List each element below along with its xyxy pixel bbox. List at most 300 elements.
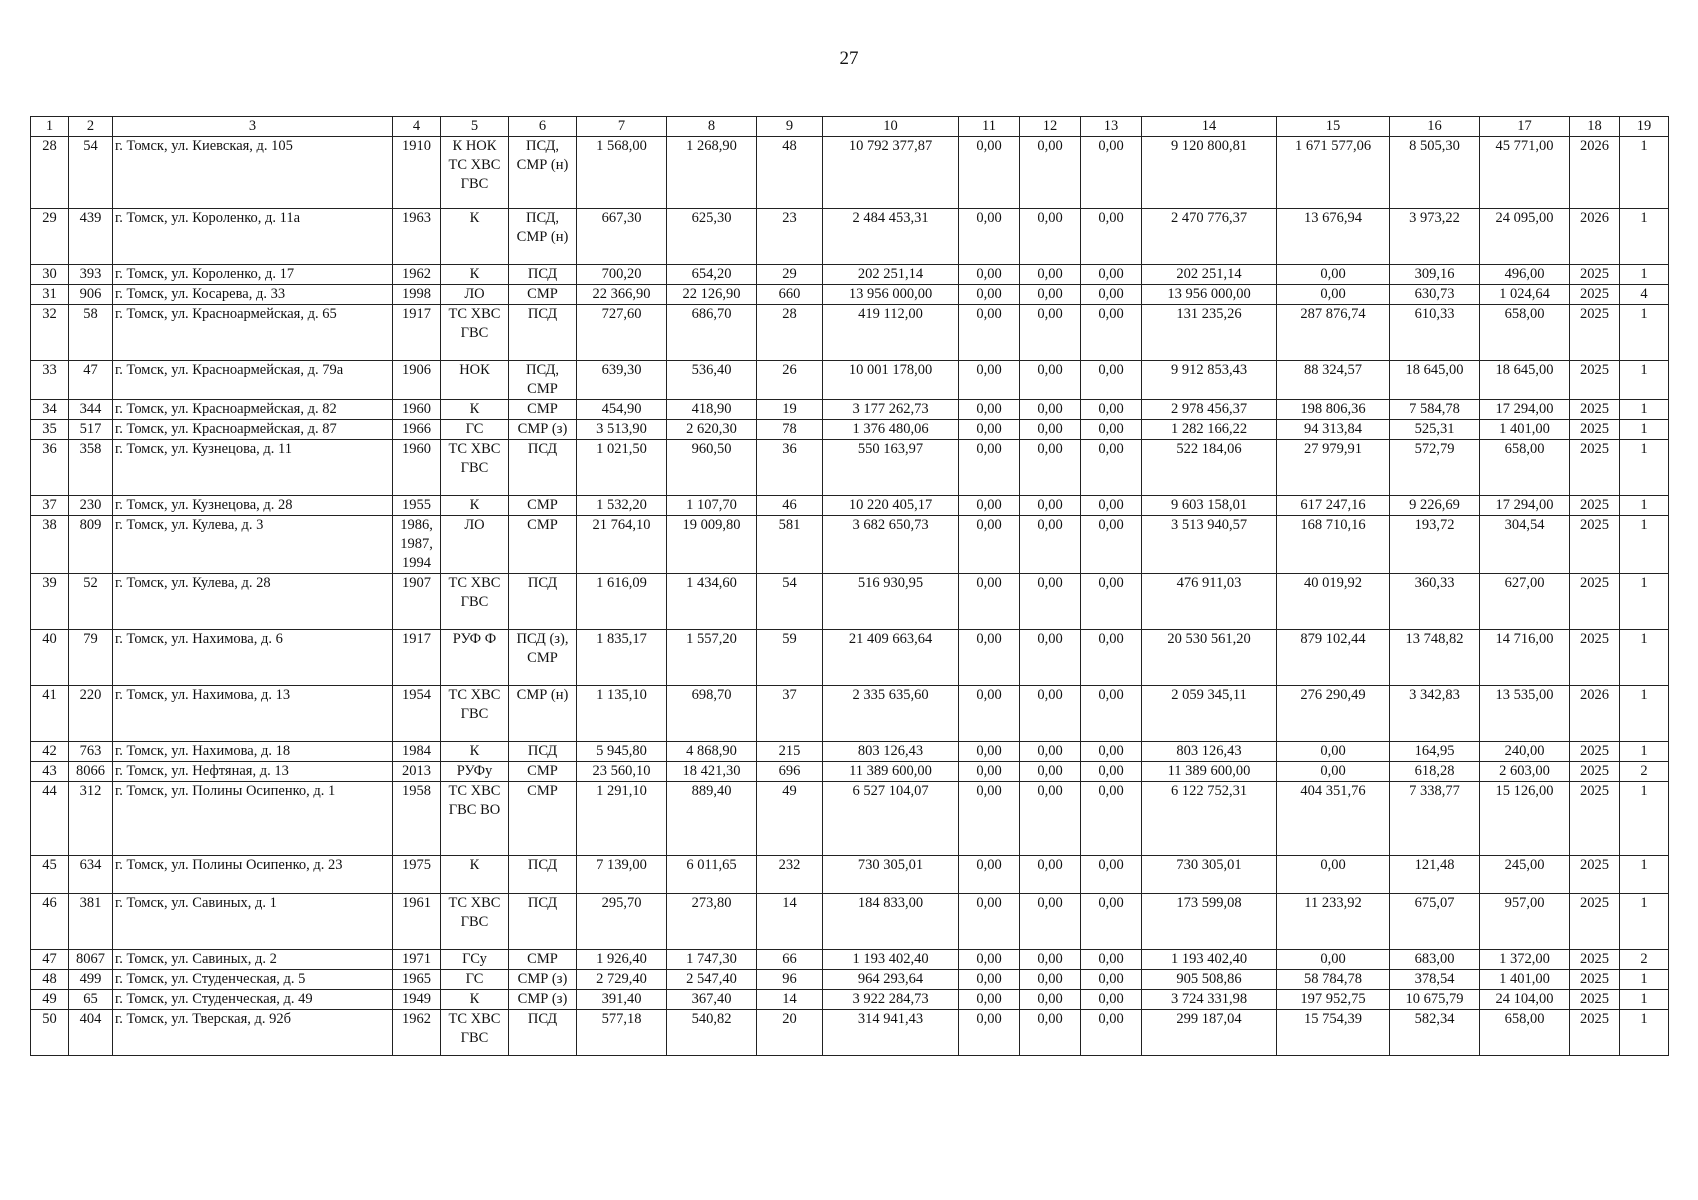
table-cell: 0,00 (1081, 440, 1142, 496)
table-cell: 660 (757, 285, 823, 305)
table-cell: 7 584,78 (1390, 400, 1480, 420)
column-header: 2 (69, 117, 113, 137)
table-cell: 1 (1620, 265, 1669, 285)
table-row (31, 440, 1669, 496)
table-row (31, 400, 1669, 420)
column-header: 3 (113, 117, 393, 137)
table-cell: 1 (1620, 742, 1669, 762)
table-cell: 232 (757, 856, 823, 894)
table-cell: 35 (31, 420, 69, 440)
table-cell: 803 126,43 (1142, 742, 1277, 762)
table-cell: 54 (69, 137, 113, 209)
table-cell: 46 (757, 496, 823, 516)
table-cell: 1998 (393, 285, 441, 305)
table-cell: 23 560,10 (577, 762, 667, 782)
table-cell: 245,00 (1480, 856, 1570, 894)
column-header: 14 (1142, 117, 1277, 137)
table-cell: 0,00 (959, 209, 1020, 265)
table-cell: ПСД (509, 856, 577, 894)
table-cell: 49 (757, 782, 823, 856)
table-row (31, 970, 1669, 990)
table-cell: 1 (1620, 209, 1669, 265)
table-cell: 730 305,01 (823, 856, 959, 894)
table-cell: 10 001 178,00 (823, 361, 959, 400)
column-header: 15 (1277, 117, 1390, 137)
table-cell: 28 (31, 137, 69, 209)
table-cell: 2 484 453,31 (823, 209, 959, 265)
table-cell: 2025 (1570, 1010, 1620, 1056)
table-cell: 2 729,40 (577, 970, 667, 990)
table-cell: СМР (509, 516, 577, 574)
table-cell: ТС ХВС ГВС (441, 686, 509, 742)
table-row (31, 285, 1669, 305)
table-cell: 1960 (393, 440, 441, 496)
table-cell: 7 338,77 (1390, 782, 1480, 856)
table-cell: 1960 (393, 400, 441, 420)
table-cell: ПСД, СМР (н) (509, 137, 577, 209)
table-cell: 215 (757, 742, 823, 762)
table-cell: 18 645,00 (1480, 361, 1570, 400)
table-cell: К НОК ТС ХВС ГВС (441, 137, 509, 209)
table-cell: 0,00 (1020, 400, 1081, 420)
table-cell: 0,00 (959, 516, 1020, 574)
table-cell: 10 220 405,17 (823, 496, 959, 516)
table-cell: 0,00 (959, 1010, 1020, 1056)
table-cell: СМР (з) (509, 970, 577, 990)
column-header: 8 (667, 117, 757, 137)
table-cell: 273,80 (667, 894, 757, 950)
table-cell: НОК (441, 361, 509, 400)
table-cell: ПСД, СМР (509, 361, 577, 400)
table-cell: 0,00 (1277, 950, 1390, 970)
table-cell: 0,00 (1081, 856, 1142, 894)
table-cell: ЛО (441, 516, 509, 574)
table-cell: 957,00 (1480, 894, 1570, 950)
table-cell: 22 126,90 (667, 285, 757, 305)
table-cell: 404 351,76 (1277, 782, 1390, 856)
table-cell: 59 (757, 630, 823, 686)
table-cell: 0,00 (1081, 400, 1142, 420)
column-header: 5 (441, 117, 509, 137)
table-cell: 404 (69, 1010, 113, 1056)
table-cell: 658,00 (1480, 305, 1570, 361)
table-cell: К (441, 265, 509, 285)
table-cell: 220 (69, 686, 113, 742)
table-cell: 27 979,91 (1277, 440, 1390, 496)
table-cell: 1 193 402,40 (1142, 950, 1277, 970)
table-cell: 44 (31, 782, 69, 856)
table-cell: 809 (69, 516, 113, 574)
table-row (31, 496, 1669, 516)
table-cell: 20 (757, 1010, 823, 1056)
table-cell: г. Томск, ул. Красноармейская, д. 82 (113, 400, 393, 420)
table-row (31, 762, 1669, 782)
table-cell: 22 366,90 (577, 285, 667, 305)
table-cell: г. Томск, ул. Кулева, д. 3 (113, 516, 393, 574)
table-cell: 0,00 (959, 856, 1020, 894)
table-cell: 94 313,84 (1277, 420, 1390, 440)
table-cell: 3 682 650,73 (823, 516, 959, 574)
table-cell: 0,00 (1081, 762, 1142, 782)
table-cell: 1 107,70 (667, 496, 757, 516)
table-cell: 6 011,65 (667, 856, 757, 894)
table-cell: 1962 (393, 1010, 441, 1056)
table-cell: 121,48 (1390, 856, 1480, 894)
table-cell: ТС ХВС ГВС (441, 440, 509, 496)
table-cell: 0,00 (1020, 209, 1081, 265)
table-cell: 52 (69, 574, 113, 630)
table-cell: 0,00 (1081, 970, 1142, 990)
table-cell: г. Томск, ул. Киевская, д. 105 (113, 137, 393, 209)
table-cell: 1 401,00 (1480, 420, 1570, 440)
table-cell: 1 135,10 (577, 686, 667, 742)
table-cell: 28 (757, 305, 823, 361)
table-cell: 391,40 (577, 990, 667, 1010)
table-cell: 618,28 (1390, 762, 1480, 782)
table-cell: 3 973,22 (1390, 209, 1480, 265)
table-cell: 65 (69, 990, 113, 1010)
table-cell: ЛО (441, 285, 509, 305)
table-row (31, 265, 1669, 285)
table-cell: 47 (31, 950, 69, 970)
table-cell: г. Томск, ул. Короленко, д. 11а (113, 209, 393, 265)
table-cell: 1949 (393, 990, 441, 1010)
table-cell: 439 (69, 209, 113, 265)
table-cell: 2 (1620, 950, 1669, 970)
table-cell: г. Томск, ул. Косарева, д. 33 (113, 285, 393, 305)
table-cell: 2 603,00 (1480, 762, 1570, 782)
table-cell: 2025 (1570, 496, 1620, 516)
table-cell: 577,18 (577, 1010, 667, 1056)
table-cell: 33 (31, 361, 69, 400)
table-cell: 683,00 (1390, 950, 1480, 970)
table-cell: 47 (69, 361, 113, 400)
table-cell: 295,70 (577, 894, 667, 950)
table-cell: 9 603 158,01 (1142, 496, 1277, 516)
table-cell: г. Томск, ул. Тверская, д. 92б (113, 1010, 393, 1056)
table-cell: 0,00 (1020, 950, 1081, 970)
table-cell: 31 (31, 285, 69, 305)
table-cell: 0,00 (1020, 970, 1081, 990)
column-header: 19 (1620, 117, 1669, 137)
table-cell: 24 095,00 (1480, 209, 1570, 265)
table-cell: ТС ХВС ГВС ВО (441, 782, 509, 856)
table-cell: 2025 (1570, 400, 1620, 420)
table-cell: 358 (69, 440, 113, 496)
table-cell: 2025 (1570, 894, 1620, 950)
table-cell: 58 784,78 (1277, 970, 1390, 990)
table-cell: 66 (757, 950, 823, 970)
table-cell: 0,00 (959, 496, 1020, 516)
table-cell: 309,16 (1390, 265, 1480, 285)
table-cell: 1917 (393, 630, 441, 686)
table-cell: 1 291,10 (577, 782, 667, 856)
table-cell: 36 (757, 440, 823, 496)
table-row (31, 516, 1669, 574)
table-cell: 1 282 166,22 (1142, 420, 1277, 440)
table-cell: 21 764,10 (577, 516, 667, 574)
column-header: 16 (1390, 117, 1480, 137)
table-row (31, 990, 1669, 1010)
table-row (31, 420, 1669, 440)
register-table (30, 116, 1669, 1056)
table-cell: 0,00 (1020, 420, 1081, 440)
table-cell: 39 (31, 574, 69, 630)
table-cell: 18 645,00 (1390, 361, 1480, 400)
table-cell: 0,00 (959, 894, 1020, 950)
table-cell: г. Томск, ул. Нахимова, д. 6 (113, 630, 393, 686)
table-cell: 0,00 (1020, 516, 1081, 574)
table-cell: 1 671 577,06 (1277, 137, 1390, 209)
table-cell: 197 952,75 (1277, 990, 1390, 1010)
table-cell: 0,00 (959, 265, 1020, 285)
table-cell: 14 716,00 (1480, 630, 1570, 686)
table-cell: 11 389 600,00 (823, 762, 959, 782)
table-cell: 46 (31, 894, 69, 950)
table-cell: 476 911,03 (1142, 574, 1277, 630)
table-row (31, 950, 1669, 970)
table-cell: ТС ХВС ГВС (441, 574, 509, 630)
column-header: 1 (31, 117, 69, 137)
table-cell: 198 806,36 (1277, 400, 1390, 420)
table-cell: 2025 (1570, 742, 1620, 762)
table-cell: 0,00 (1277, 762, 1390, 782)
table-cell: 2025 (1570, 762, 1620, 782)
table-cell: 625,30 (667, 209, 757, 265)
table-cell: 2025 (1570, 440, 1620, 496)
table-cell: 381 (69, 894, 113, 950)
table-cell: 0,00 (1020, 361, 1081, 400)
table-cell: 1 (1620, 361, 1669, 400)
table-cell: К (441, 856, 509, 894)
table-cell: г. Томск, ул. Красноармейская, д. 87 (113, 420, 393, 440)
table-cell: г. Томск, ул. Короленко, д. 17 (113, 265, 393, 285)
table-cell: 29 (757, 265, 823, 285)
table-cell: 0,00 (959, 762, 1020, 782)
table-cell: 1 434,60 (667, 574, 757, 630)
table-cell: 1963 (393, 209, 441, 265)
table-cell: 2013 (393, 762, 441, 782)
table-cell: 1955 (393, 496, 441, 516)
table-cell: 617 247,16 (1277, 496, 1390, 516)
table-cell: 905 508,86 (1142, 970, 1277, 990)
table-cell: 9 912 853,43 (1142, 361, 1277, 400)
table-cell: 696 (757, 762, 823, 782)
table-cell: 88 324,57 (1277, 361, 1390, 400)
table-cell: 1910 (393, 137, 441, 209)
table-cell: 0,00 (959, 950, 1020, 970)
table-cell: 803 126,43 (823, 742, 959, 762)
table-cell: 1 (1620, 856, 1669, 894)
table-cell: 20 530 561,20 (1142, 630, 1277, 686)
table-cell: 15 754,39 (1277, 1010, 1390, 1056)
table-cell: ПСД, СМР (н) (509, 209, 577, 265)
table-cell: 50 (31, 1010, 69, 1056)
table-cell: 654,20 (667, 265, 757, 285)
table-cell: ГС (441, 970, 509, 990)
table-cell: 2025 (1570, 990, 1620, 1010)
table-cell: 0,00 (1020, 285, 1081, 305)
table-cell: 1 021,50 (577, 440, 667, 496)
table-cell: 0,00 (959, 285, 1020, 305)
table-cell: 3 922 284,73 (823, 990, 959, 1010)
table-cell: 0,00 (959, 990, 1020, 1010)
table-cell: 3 513 940,57 (1142, 516, 1277, 574)
table-cell: 1 568,00 (577, 137, 667, 209)
table-cell: 38 (31, 516, 69, 574)
table-cell: 23 (757, 209, 823, 265)
table-cell: 0,00 (1081, 285, 1142, 305)
table-cell: ПСД (509, 305, 577, 361)
table-cell: 4 (1620, 285, 1669, 305)
column-header: 10 (823, 117, 959, 137)
table-row (31, 361, 1669, 400)
table-cell: 630,73 (1390, 285, 1480, 305)
table-cell: г. Томск, ул. Нефтяная, д. 13 (113, 762, 393, 782)
table-cell: 1 (1620, 894, 1669, 950)
table-cell: К (441, 990, 509, 1010)
table-cell: 37 (31, 496, 69, 516)
table-cell: 1965 (393, 970, 441, 990)
table-cell: 0,00 (959, 574, 1020, 630)
table-cell: 240,00 (1480, 742, 1570, 762)
table-cell: 2025 (1570, 265, 1620, 285)
column-header: 17 (1480, 117, 1570, 137)
column-header: 18 (1570, 117, 1620, 137)
table-row (31, 209, 1669, 265)
column-header: 13 (1081, 117, 1142, 137)
column-header: 6 (509, 117, 577, 137)
table-cell: 26 (757, 361, 823, 400)
table-cell: 1 401,00 (1480, 970, 1570, 990)
table-cell: 581 (757, 516, 823, 574)
table-cell: 96 (757, 970, 823, 990)
table-cell: г. Томск, ул. Нахимова, д. 13 (113, 686, 393, 742)
table-cell: 0,00 (1081, 1010, 1142, 1056)
table-cell: 0,00 (1020, 894, 1081, 950)
table-cell: 2025 (1570, 856, 1620, 894)
table-cell: 360,33 (1390, 574, 1480, 630)
table-cell: 1961 (393, 894, 441, 950)
table-cell: 314 941,43 (823, 1010, 959, 1056)
table-cell: РУФ Ф (441, 630, 509, 686)
table-cell: 2 (1620, 762, 1669, 782)
table-cell: 0,00 (1020, 742, 1081, 762)
table-cell: 1 (1620, 782, 1669, 856)
table-cell: 1906 (393, 361, 441, 400)
table-cell: 0,00 (1081, 630, 1142, 686)
table-cell: 516 930,95 (823, 574, 959, 630)
table-cell: 540,82 (667, 1010, 757, 1056)
table-cell: 131 235,26 (1142, 305, 1277, 361)
table-cell: 0,00 (1020, 137, 1081, 209)
table-cell: 550 163,97 (823, 440, 959, 496)
table-cell: 21 409 663,64 (823, 630, 959, 686)
table-cell: 0,00 (1081, 137, 1142, 209)
column-header: 11 (959, 117, 1020, 137)
table-cell: 78 (757, 420, 823, 440)
table-cell: 3 342,83 (1390, 686, 1480, 742)
table-cell: 312 (69, 782, 113, 856)
table-cell: 48 (31, 970, 69, 990)
table-cell: 3 513,90 (577, 420, 667, 440)
table-cell: 8 505,30 (1390, 137, 1480, 209)
table-cell: СМР (509, 400, 577, 420)
table-cell: 0,00 (1081, 574, 1142, 630)
table-cell: 29 (31, 209, 69, 265)
table-cell: 1 835,17 (577, 630, 667, 686)
table-cell: 0,00 (1081, 894, 1142, 950)
table-cell: 517 (69, 420, 113, 440)
table-cell: 0,00 (1081, 950, 1142, 970)
table-cell: 419 112,00 (823, 305, 959, 361)
table-cell: СМР (н) (509, 686, 577, 742)
table-cell: 1 926,40 (577, 950, 667, 970)
table-cell: г. Томск, ул. Кулева, д. 28 (113, 574, 393, 630)
table-cell: 1966 (393, 420, 441, 440)
table-cell: 2025 (1570, 970, 1620, 990)
table-cell: 0,00 (1020, 440, 1081, 496)
table-cell: 2025 (1570, 782, 1620, 856)
table-cell: 10 792 377,87 (823, 137, 959, 209)
table-cell: 0,00 (1081, 990, 1142, 1010)
table-cell: 17 294,00 (1480, 496, 1570, 516)
table-cell: 299 187,04 (1142, 1010, 1277, 1056)
page-number: 27 (839, 48, 859, 69)
table-cell: 0,00 (959, 970, 1020, 990)
table-cell: 168 710,16 (1277, 516, 1390, 574)
table-cell: 0,00 (1081, 686, 1142, 742)
table-cell: 19 (757, 400, 823, 420)
table-cell: 0,00 (959, 630, 1020, 686)
table-cell: г. Томск, ул. Красноармейская, д. 65 (113, 305, 393, 361)
table-cell: 0,00 (1081, 209, 1142, 265)
table-cell: г. Томск, ул. Студенческая, д. 49 (113, 990, 393, 1010)
table-cell: 1907 (393, 574, 441, 630)
table-cell: 2 978 456,37 (1142, 400, 1277, 420)
table-cell: К (441, 742, 509, 762)
table-row (31, 742, 1669, 762)
table-cell: г. Томск, ул. Студенческая, д. 5 (113, 970, 393, 990)
table-cell: 13 676,94 (1277, 209, 1390, 265)
table-row (31, 686, 1669, 742)
table-cell: 0,00 (1277, 742, 1390, 762)
table-cell: 418,90 (667, 400, 757, 420)
table-cell: 2025 (1570, 305, 1620, 361)
table-cell: 0,00 (959, 400, 1020, 420)
table-cell: 658,00 (1480, 1010, 1570, 1056)
column-header: 12 (1020, 117, 1081, 137)
table-cell: ГСу (441, 950, 509, 970)
table-cell: 496,00 (1480, 265, 1570, 285)
table-cell: ПСД (509, 894, 577, 950)
table-cell: 164,95 (1390, 742, 1480, 762)
table-cell: 24 104,00 (1480, 990, 1570, 1010)
table-cell: 906 (69, 285, 113, 305)
table-cell: ТС ХВС ГВС (441, 305, 509, 361)
table-cell: 0,00 (959, 742, 1020, 762)
table-cell: 10 675,79 (1390, 990, 1480, 1010)
table-row (31, 856, 1669, 894)
table-cell: 40 019,92 (1277, 574, 1390, 630)
table-cell: 0,00 (1020, 762, 1081, 782)
table-cell: 0,00 (1020, 782, 1081, 856)
table-cell: 730 305,01 (1142, 856, 1277, 894)
table-cell: 960,50 (667, 440, 757, 496)
table-cell: 2026 (1570, 209, 1620, 265)
table-cell: 30 (31, 265, 69, 285)
table-cell: 0,00 (959, 305, 1020, 361)
